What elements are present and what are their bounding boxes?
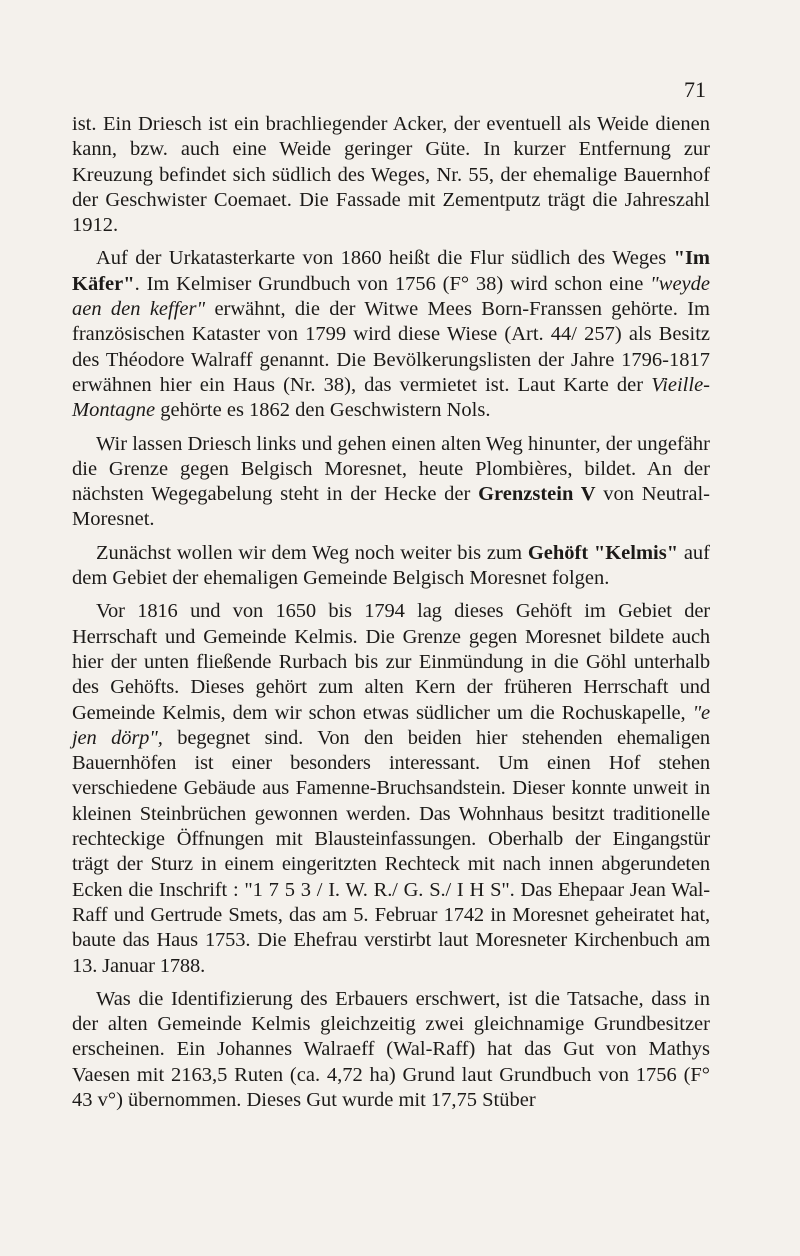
quote-e-jen-doerp: "e jen dörp",: [72, 701, 710, 749]
paragraph-5-text-a: Vor 1816 und von 1650 bis 1794 lag dieses Gehöft im Gebiet der Herrschaft und Gemeinde Kelmis. Die Grenze gegen Moresnet bildete auch hier der unten fließende Rurbach bis zur Einmündung in die Göhl unterhalb des Gehöfts. Dieses gehört zum alten Kern der früheren Herrschaft und Gemeinde Kelmis, dem wir schon etwas südlicher um die Rochuskapelle,: [72, 600, 710, 724]
paragraph-4-text-b: auf dem Gebiet der ehemaligen Gemeinde Belgisch Moresnet folgen.: [72, 541, 710, 590]
paragraph-5: [72, 599, 710, 978]
paragraph-4-text-a: Zunächst wollen wir dem Weg noch weiter bis zum: [96, 541, 528, 564]
field-name-im-kaefer: "Im Käfer": [72, 247, 710, 295]
paragraph-4: [72, 541, 710, 592]
paragraph-3-text-a: Wir lassen Driesch links und gehen einen alten Weg hinunter, der ungefähr die Grenze gegen Belgisch Moresnet, heute Plombières, bildet. An der nächsten Wegegabelung steht in der Hecke der: [72, 432, 710, 506]
paragraph-2-text-d: gehörte es 1862 den Geschwistern Nols.: [155, 399, 491, 422]
paragraph-2-text-b: . Im Kelmiser Grundbuch von 1756 (F° 38) wird schon eine: [134, 272, 651, 295]
paragraph-2-text-a: Auf der Urkatasterkarte von 1860 heißt die Flur südlich des Weges: [96, 247, 674, 270]
page-number: 71: [684, 77, 706, 102]
paragraph-3-text-b: von Neutral-Moresnet.: [72, 483, 711, 531]
paragraph-3: [72, 432, 710, 533]
gehoeft-kelmis-bold: Gehöft "Kelmis": [527, 541, 679, 564]
body-text: [72, 112, 710, 1121]
paragraph-5-text-b: begegnet sind. Von den beiden hier stehenden ehemaligen Bauernhöfen ist einer besonders interessant. Um einen Hof stehen verschiedene Gebäude aus Famenne-Bruchsandstein. Dieser konnte unweit in kleinen Steinbrüchen gewonnen werden. Das Wohnhaus besitzt traditionelle rechteckige Öffnungen mit Blausteinfassungen. Oberhalb der Eingangstür trägt der Sturz in einem eingeritzten Rechteck mit nach innen abgerundeten Ecken die Inschrift : "1 7 5 3 / I. W. R./ G. S./ I H S". Das Ehepaar Jean Wal-Raff und Gertrude Smets, das am 5. Februar 1742 in Moresnet geheiratet hat, baute das Haus 1753. Die Ehefrau verstirbt laut Moresneter Kirchenbuch am 13. Januar 1788.: [72, 726, 710, 977]
quote-weyde-aen-den-keffer: "weyde aen den keffer": [72, 272, 710, 321]
grenzstein-v-bold: Grenzstein V: [478, 483, 596, 506]
paragraph-2: [72, 246, 710, 423]
vieille-montagne-italic: Vieille-Montagne: [72, 373, 710, 422]
paragraph-6: Was die Identifizierung des Erbauers erschwert, ist die Tatsache, dass in der alten Gemeinde Kelmis gleichzeitig zwei gleichnamige Grundbesitzer erscheinen. Ein Johannes Walraeff (Wal-Raff) hat das Gut von Mathys Vaesen mit 2163,5 Ruten (ca. 4,72 ha) Grund laut Grundbuch von 1756 (F° 43 v°) übernommen. Dieses Gut wurde mit 17,75 Stüber: [72, 987, 710, 1111]
paragraph-1: ist. Ein Driesch ist ein brachliegender Acker, der eventuell als Weide dienen kann, bzw. auch eine Weide geringer Güte. In kurzer Entfernung zur Kreuzung befindet sich südlich des Weges, Nr. 55, der ehemalige Bauernhof der Geschwister Coemaet. Die Fassade mit Zementputz trägt die Jahreszahl 1912.: [72, 113, 710, 237]
paragraph-2-text-c: erwähnt, die der Witwe Mees Born-Franssen gehörte. Im französischen Kataster von 1799 wird diese Wiese (Art. 44/ 257) als Besitz des Théodore Walraff genannt. Die Bevölkerungslisten der Jahre 1796-1817 erwähnen hier ein Haus (Nr. 38), das vermietet ist. Laut Karte der: [72, 298, 710, 396]
